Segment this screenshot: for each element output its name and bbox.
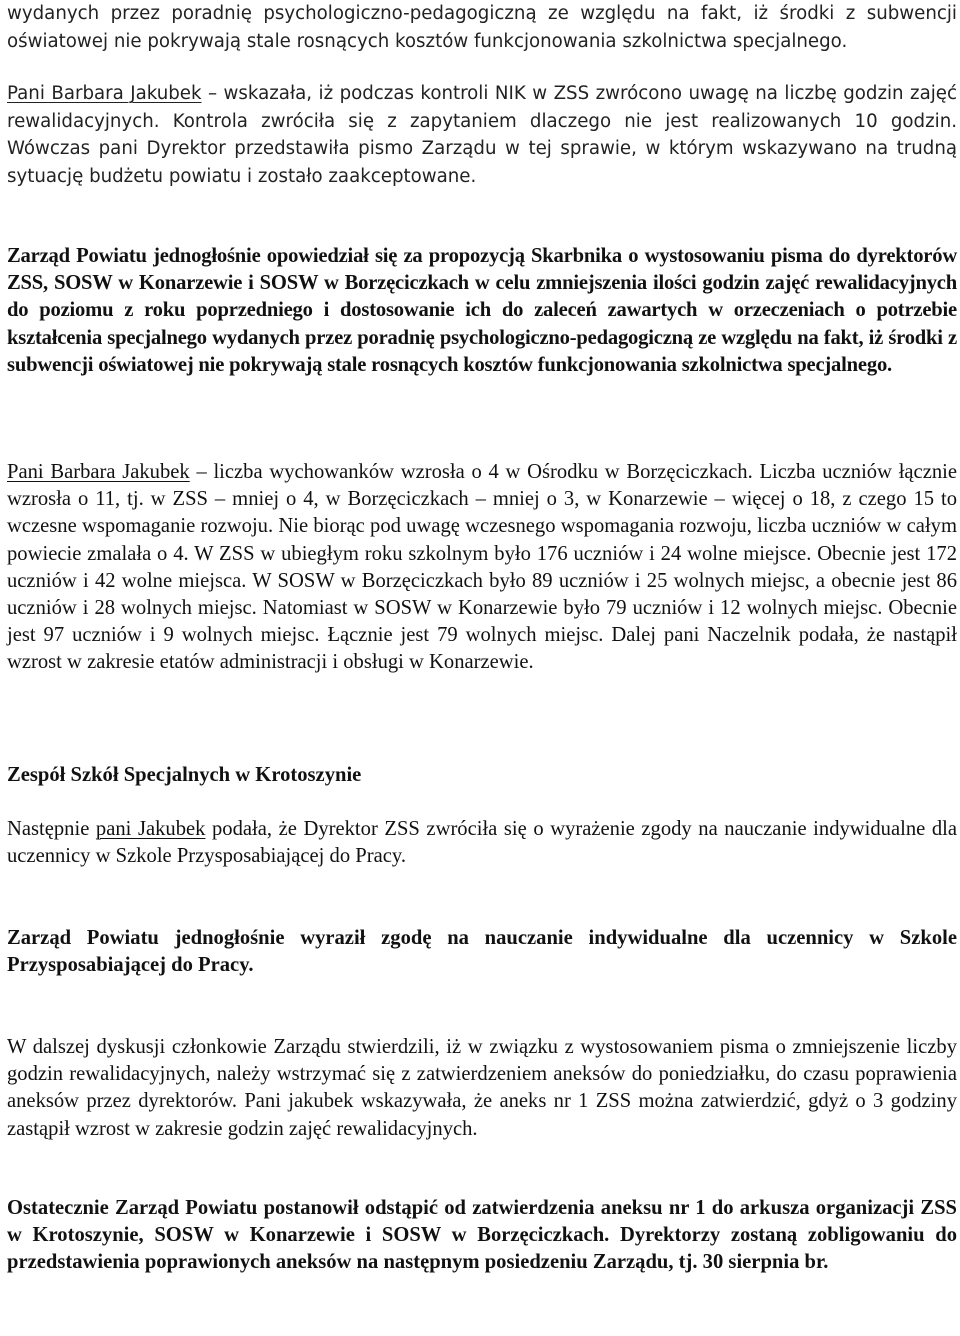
paragraph-annex-discussion: W dalszej dyskusji członkowie Zarządu stwierdzili, iż w związku z wystosowaniem pisma o zmniejszenie liczby godzin rewalidacyjnych, należy wstrzymać się z zatwierdzeniem aneksów do poniedziałku, do czasu poprawienia aneksów przez dyrektorów. Pani jakubek wskazywała, że aneks nr 1 ZSS można zatwierdzić, gdyż o 3 godziny zastąpił wzrost w zakresie godzin zajęć rewalidacyjnych.: [7, 1036, 957, 1140]
resolution-rewalidation-hours: Zarząd Powiatu jednogłośnie opowiedział się za propozycją Skarbnika o wystosowaniu pisma do dyrektorów ZSS, SOSW w Konarzewie i SOSW w Borzęciczkach w celu zmniejszenia ilości godzin zajęć rewalidacyjnych do poziomu z roku poprzedniego i dostosowanie ich do zaleceń zawartych w orzeczeniach o potrzebie kształcenia specjalnego wydanych przez poradnię psychologiczno-pedagogiczną ze względu na fakt, iż środki z subwencji oświatowej nie pokrywają stale rosnących kosztów funkcjonowania szkolnictwa specjalnego.: [7, 245, 957, 376]
resolution-individual-teaching: Zarząd Powiatu jednogłośnie wyraził zgodę na nauczanie indywidualne dla uczennicy w Szkole Przysposabiającej do Pracy.: [7, 927, 957, 977]
paragraph-individual-teaching: [7, 816, 957, 870]
speaker-name: Pani Barbara Jakubek: [7, 461, 190, 483]
paragraph-nik-control: [7, 80, 957, 190]
paragraph-text: podała, że Dyrektor ZSS zwróciła się o wyrażenie zgody na nauczanie indywidualne dla uczennicy w Szkole Przysposabiającej do Pracy.: [7, 818, 957, 868]
paragraph-text: Następnie: [7, 818, 96, 840]
paragraph-text: – liczba wychowanków wzrosła o 4 w Ośrodku w Borzęciczkach. Liczba uczniów łącznie wzrosła o 11, tj. w ZSS – mniej o 4, w Borzęciczkach – mniej o 3, w Konarzewie – więcej o 18, z czego 15 to wczesne wspomaganie rozwoju. Nie biorąc pod uwagę wczesnego wspomagania rozwoju, liczba uczniów w całym powiecie zmalała o 4. W ZSS w ubiegłym roku szkolnym było 176 uczniów i 24 wolne miejsce. Obecnie jest 172 uczniów i 42 wolne miejsca. W SOSW w Borzęciczkach było 89 uczniów i 25 wolnych miejsc, a obecnie jest 86 uczniów i 28 wolnych miejsc. Natomiast w SOSW w Konarzewie było 79 uczniów i 12 wolnych miejsc. Obecnie jest 97 uczniów i 9 wolnych miejsc. Łącznie jest 79 wolnych miejsc. Dalej pani Naczelnik podała, że nastąpił wzrost w zakresie etatów administracji i obsługi w Konarzewie.: [7, 461, 957, 674]
section-heading: Zespół Szkół Specjalnych w Krotoszynie: [7, 764, 362, 786]
speaker-name: Pani Barbara Jakubek: [7, 83, 202, 104]
paragraph-student-numbers: [7, 459, 957, 677]
speaker-name: pani Jakubek: [95, 818, 206, 840]
paragraph-subsidy-continuation: wydanych przez poradnię psychologiczno-pedagogiczną ze względu na fakt, iż środki z subwencji oświatowej nie pokrywają stale rosnących kosztów funkcjonowania szkolnictwa specjalnego.: [7, 3, 957, 52]
resolution-annex: Ostatecznie Zarząd Powiatu postanowił odstąpić od zatwierdzenia aneksu nr 1 do arkusza organizacji ZSS w Krotoszynie, SOSW w Konarzewie i SOSW w Borzęciczkach. Dyrektorzy zostaną zobligowaniu do przedstawienia poprawionych aneksów na następnym posiedzeniu Zarządu, tj. 30 sierpnia br.: [7, 1197, 957, 1274]
paragraph-text: – wskazała, iż podczas kontroli NIK w ZSS zwrócono uwagę na liczbę godzin zajęć rewalidacyjnych. Kontrola zwróciła się z zapytaniem dlaczego nie jest realizowanych 10 godzin. Wówczas pani Dyrektor przedstawiła pismo Zarządu w tej sprawie, w którym wskazywano na trudną sytuację budżetu powiatu i zostało zaakceptowane.: [7, 83, 957, 187]
